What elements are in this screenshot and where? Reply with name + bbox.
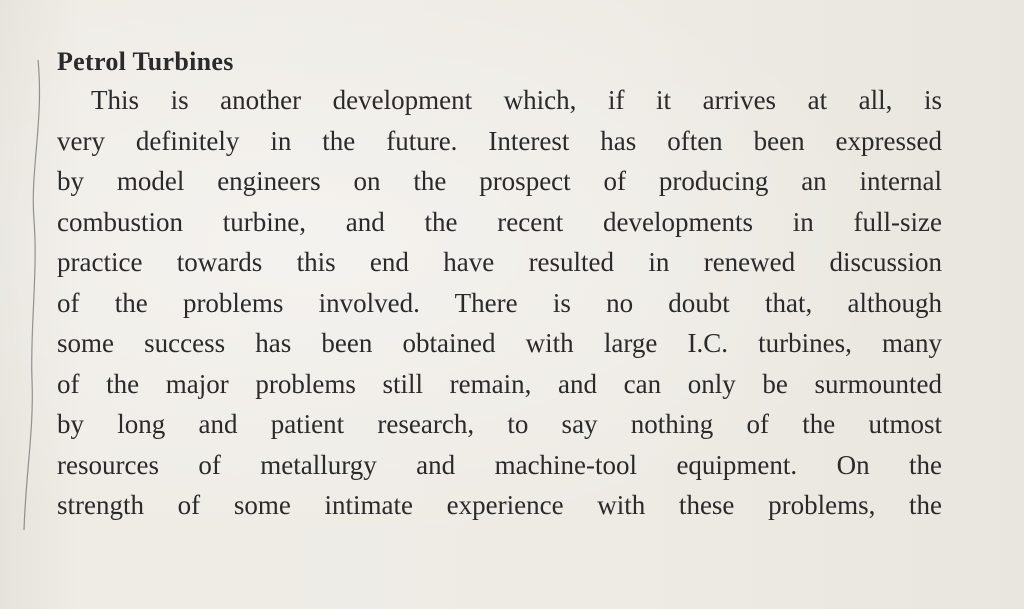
- text-line: practice towards this end have resulted in renewed discussion: [57, 247, 942, 277]
- text-line: by long and patient research, to say nothing of the utmost: [57, 409, 942, 439]
- margin-pencil-line: [0, 0, 60, 609]
- section-heading: Petrol Turbines: [57, 47, 234, 76]
- text-line: This is another development which, if it arrives at all, is: [91, 85, 942, 115]
- body-paragraph: [57, 80, 942, 526]
- text-line: by model engineers on the prospect of producing an internal: [57, 166, 942, 196]
- text-line: resources of metallurgy and machine-tool equipment. On the: [57, 449, 942, 480]
- document-body: [57, 44, 942, 526]
- text-line: of the problems involved. There is no doubt that, although: [57, 287, 942, 318]
- text-line: combustion turbine, and the recent developments in full-size: [57, 206, 942, 237]
- text-line: very definitely in the future. Interest has often been expressed: [57, 125, 942, 156]
- text-line: some success has been obtained with large I.C. turbines, many: [57, 328, 942, 358]
- text-line: of the major problems still remain, and can only be surmounted: [57, 368, 942, 399]
- show-through-texture: [60, 0, 960, 29]
- text-line: strength of some intimate experience with these problems, the: [57, 490, 942, 520]
